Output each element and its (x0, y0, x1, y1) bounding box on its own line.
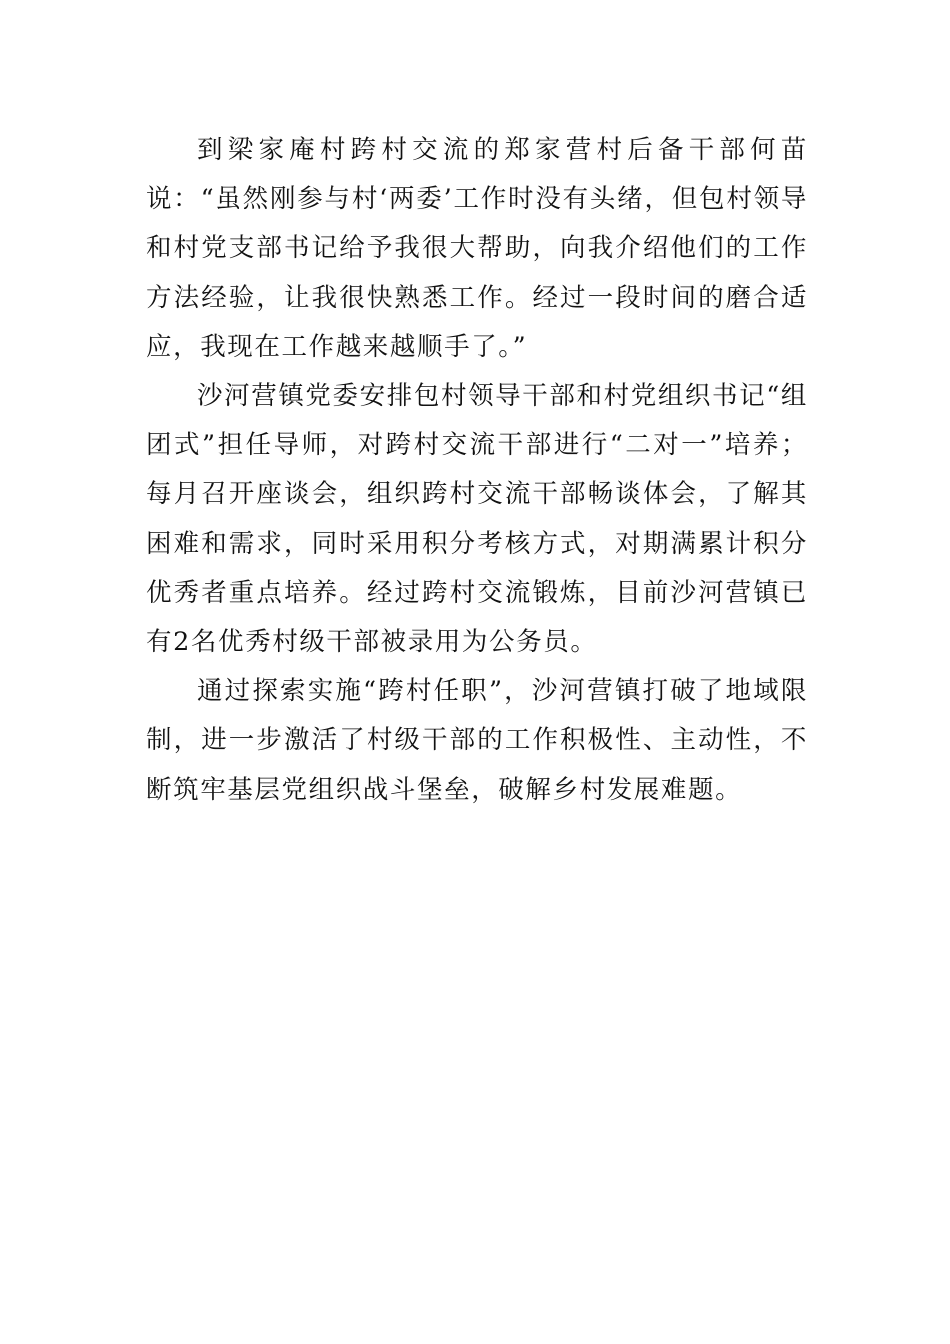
paragraph-2: 沙河营镇党委安排包村领导干部和村党组织书记“组团式”担任导师，对跨村交流干部进行“二对一”培养；每月召开座谈会，组织跨村交流干部畅谈体会，了解其困难和需求，同时采用积分考核方式，对期满累计积分优秀者重点培养。经过跨村交流锻炼，目前沙河营镇已有2名优秀村级干部被录用为公务员。 (146, 381, 808, 658)
document-body (146, 126, 808, 815)
paragraph-3: 通过探索实施“跨村任职”，沙河营镇打破了地域限制，进一步激活了村级干部的工作积极性、主动性，不断筑牢基层党组织战斗堡垒，破解乡村发展难题。 (146, 676, 808, 805)
paragraph-1: 到梁家庵村跨村交流的郑家营村后备干部何苗说：“虽然刚参与村‘两委’工作时没有头绪，但包村领导和村党支部书记给予我很大帮助，向我介绍他们的工作方法经验，让我很快熟悉工作。经过一段时间的磨合适应，我现在工作越来越顺手了。” (146, 135, 808, 362)
